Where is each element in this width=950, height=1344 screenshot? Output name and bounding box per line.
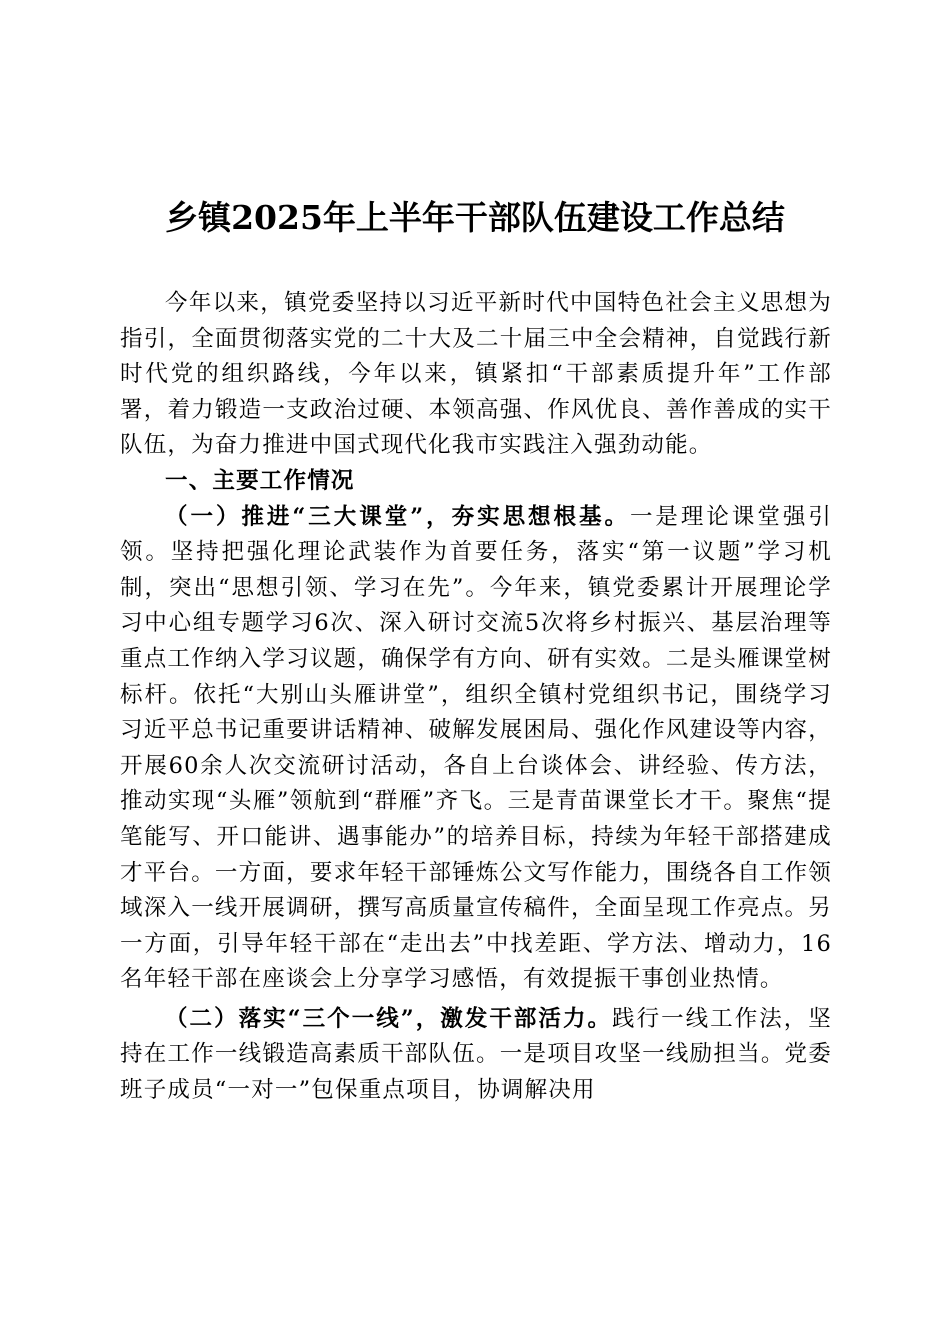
intro-paragraph: 今年以来，镇党委坚持以习近平新时代中国特色社会主义思想为指引，全面贯彻落实党的二十大及二十届三中全会精神，自觉践行新时代党的组织路线，今年以来，镇紧扣“干部素质提升年”工作部署，着力锻造一支政治过硬、本领高强、作风优良、善作善成的实干队伍，为奋力推进中国式现代化我市实践注入强劲动能。 [120,290,832,459]
document-title: 乡镇2025年上半年干部队伍建设工作总结 [165,198,785,237]
section-heading-main-work: 一、主要工作情况 [165,467,355,494]
subsection-heading-1: （一）推进“三大课堂”，夯实思想根基。 [165,503,630,530]
subsection-text-2: 践行一线工作法，坚持在工作一线锻造高素质干部队伍。一是项目攻坚一线励担当。党委班子成员“一对一”包保重点项目，协调解决用 [120,1005,832,1104]
subsection-paragraph-1 [120,500,832,998]
subsection-heading-2: （二）落实“三个一线”，激发干部活力。 [165,1005,613,1032]
subsection-paragraph-2 [120,1002,832,1109]
subsection-text-1: 一是理论课堂强引领。坚持把强化理论武装作为首要任务，落实“第一议题”学习机制，突出“思想引领、学习在先”。今年来，镇党委累计开展理论学习中心组专题学习6次、深入研讨交流5次将乡村振兴、基层治理等重点工作纳入学习议题，确保学有方向、研有实效。二是头雁课堂树标杆。依托“大别山头雁讲堂”，组织全镇村党组织书记，围绕学习习近平总书记重要讲话精神、破解发展困局、强化作风建设等内容，开展60余人次交流研讨活动，各自上台谈体会、讲经验、传方法，推动实现“头雁”领航到“群雁”齐飞。三是青苗课堂长才干。聚焦“提笔能写、开口能讲、遇事能办”的培养目标，持续为年轻干部搭建成才平台。一方面，要求年轻干部锤炼公文写作能力，围绕各自工作领域深入一线开展调研，撰写高质量宣传稿件，全面呈现工作亮点。另一方面，引导年轻干部在“走出去”中找差距、学方法、增动力，16名年轻干部在座谈会上分享学习感悟，有效提振干事创业热情。 [120,503,832,993]
document-body [120,286,832,1109]
